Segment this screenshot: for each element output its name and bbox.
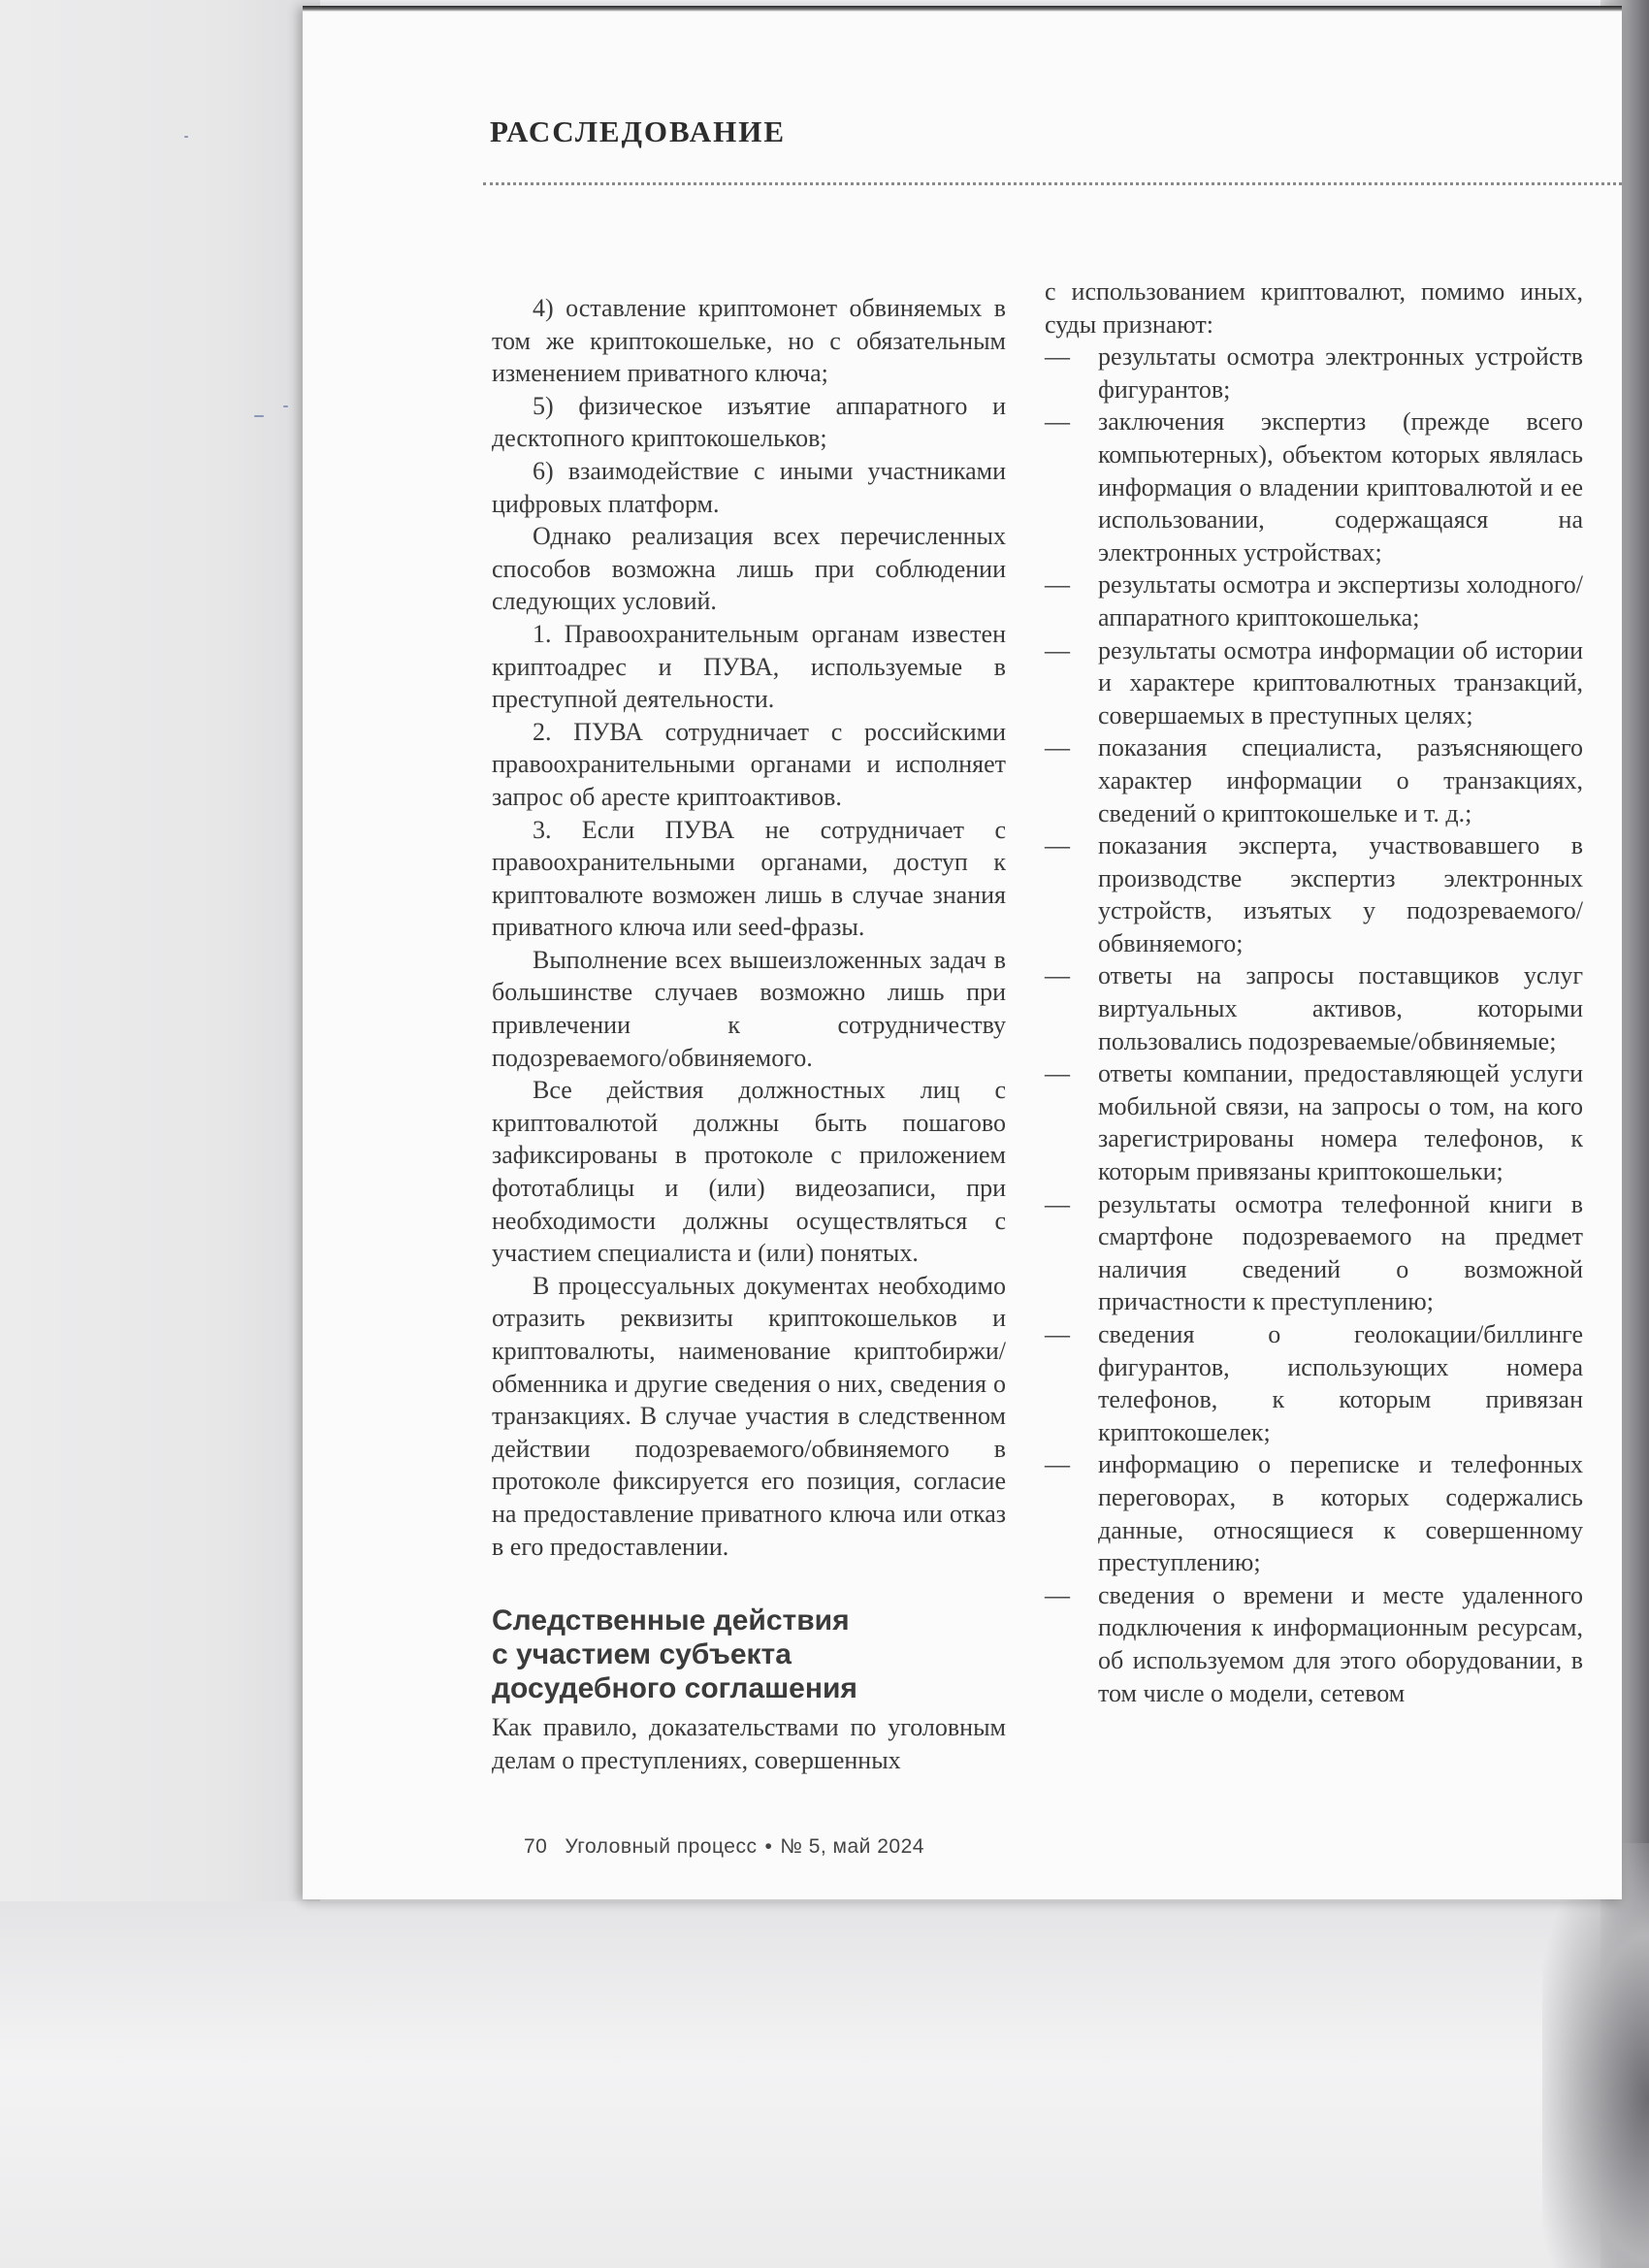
- document-page: [303, 6, 1622, 1899]
- dash-marker: —: [1045, 342, 1070, 372]
- evidence-list: [1045, 340, 1583, 1709]
- list-item: [1045, 568, 1583, 633]
- paragraph: Однако реализация всех перечисленных способов возможна лишь при соблюдении следующих условий.: [492, 522, 1006, 616]
- paragraph: Все действия должностных лиц с криптовалютой должны быть пошагово зафиксированы в протоколе с приложением фототаблицы и (или) видеозаписи, при необходимости должны осуществляться с участием специалиста и (или) понятых.: [492, 1076, 1006, 1268]
- list-item: [1045, 405, 1583, 568]
- scan-speck: [184, 136, 188, 138]
- dash-marker: —: [1045, 831, 1070, 860]
- list-item: [1045, 959, 1583, 1057]
- list-item: [1045, 829, 1583, 959]
- publication-title: Уголовный процесс: [565, 1835, 758, 1858]
- paragraph: 3. Если ПУВА не сотрудничает с правоохранительными органами, доступ к криптовалюте возможен лишь в случае знания приватного ключа или seed-фразы.: [492, 815, 1006, 942]
- paragraph: 1. Правоохранительным органам известен криптоадрес и ПУВА, используемые в преступной деятельности.: [492, 619, 1006, 714]
- issue-info: № 5, май 2024: [780, 1835, 924, 1858]
- list-item-text: информацию о переписке и телефонных переговорах, в которых содержались данные, относящиеся к совершенному преступлению;: [1098, 1450, 1583, 1577]
- scan-shadow-corner: [1542, 1843, 1649, 2268]
- dash-marker: —: [1045, 1450, 1070, 1479]
- page-number: 70: [524, 1835, 548, 1858]
- right-column: [1045, 275, 1583, 1709]
- list-item-text: результаты осмотра телефонной книги в смартфоне подозреваемого на предмет наличия сведений о возможной причастности к преступлению;: [1098, 1189, 1583, 1316]
- list-item-text: показания эксперта, участвовавшего в производстве экспертиз электронных устройств, изъятых у подозреваемого/обвиняемого;: [1098, 831, 1583, 957]
- list-item: [1045, 340, 1583, 405]
- list-intro: с использованием криптовалют, помимо иных, суды признают:: [1045, 277, 1583, 339]
- list-item: [1045, 1188, 1583, 1318]
- scan-speck: [254, 415, 264, 417]
- list-item: [1045, 634, 1583, 732]
- list-item: [1045, 1318, 1583, 1448]
- scan-background-bottom: [0, 1901, 1649, 2268]
- section-subheading: Следственные действия с участием субъекта досудебного соглашения: [492, 1604, 857, 1705]
- list-item-text: результаты осмотра электронных устройств фигурантов;: [1098, 342, 1583, 404]
- dash-marker: —: [1045, 570, 1070, 599]
- paragraph: Выполнение всех вышеизложенных задач в большинстве случаев возможно лишь при привлечении к сотрудничеству подозреваемого/обвиняемого.: [492, 945, 1006, 1072]
- footer-separator: •: [764, 1835, 773, 1858]
- list-item-text: результаты осмотра информации об истории и характере криптовалютных транзакций, совершаемых в преступных целях;: [1098, 635, 1583, 729]
- list-item-text: результаты осмотра и экспертизы холодного/аппаратного криптокошелька;: [1098, 570, 1583, 632]
- section-header: РАССЛЕДОВАНИЕ: [490, 114, 787, 148]
- left-column: [492, 292, 1006, 1776]
- list-item-text: сведения о геолокации/биллинге фигурантов, использующих номера телефонов, к которым привязан криптокошелек;: [1098, 1320, 1583, 1446]
- list-item-text: показания специалиста, разъясняющего характер информации о транзакциях, сведений о криптокошельке и т. д.;: [1098, 733, 1583, 827]
- list-item: [1045, 731, 1583, 829]
- dash-marker: —: [1045, 635, 1070, 664]
- page-footer: [524, 1835, 924, 1859]
- dash-marker: —: [1045, 407, 1070, 437]
- paragraph: Как правило, доказательствами по уголовным делам о преступлениях, совершенных: [492, 1713, 1006, 1774]
- dash-marker: —: [1045, 1059, 1070, 1088]
- dash-marker: —: [1045, 961, 1070, 990]
- dash-marker: —: [1045, 1320, 1070, 1348]
- page-top-edge: [303, 6, 1622, 12]
- list-item-text: сведения о времени и месте удаленного подключения к информационным ресурсам, об используемом для этого оборудовании, в том числе о модели, сетевом: [1098, 1580, 1583, 1707]
- list-item-text: заключения экспертиз (прежде всего компьютерных), объектом которых являлась информация о владении криптовалютой и ее использовании, содержащаяся на электронных устройствах;: [1098, 407, 1583, 567]
- dash-marker: —: [1045, 733, 1070, 762]
- header-dotted-rule: [483, 182, 1622, 185]
- paragraph: 5) физическое изъятие аппаратного и десктопного криптокошельков;: [492, 391, 1006, 453]
- paragraph: 4) оставление криптомонет обвиняемых в том же криптокошельке, но с обязательным изменением приватного ключа;: [492, 294, 1006, 388]
- list-item: [1045, 1448, 1583, 1578]
- paragraph: 6) взаимодействие с иными участниками цифровых платформ.: [492, 456, 1006, 518]
- dash-marker: —: [1045, 1189, 1070, 1218]
- list-item: [1045, 1057, 1583, 1187]
- dash-marker: —: [1045, 1580, 1070, 1609]
- list-item: [1045, 1579, 1583, 1709]
- paragraph: В процессуальных документах необходимо отразить реквизиты криптокошельков и криптовалюты, наименование криптобиржи/обменника и другие сведения о них, сведения о транзакциях. В случае участия в следственном действии подозреваемого/обвиняемого в протоколе фиксируется его позиция, согласие на предоставление приватного ключа или отказ в его предоставлении.: [492, 1271, 1006, 1561]
- list-item-text: ответы компании, предоставляющей услуги мобильной связи, на запросы о том, на кого зарегистрированы номера телефонов, к которым привязаны криптокошельки;: [1098, 1059, 1583, 1186]
- paragraph: 2. ПУВА сотрудничает с российскими правоохранительными органами и исполняет запрос об аресте криптоактивов.: [492, 717, 1006, 811]
- scan-speck: [283, 405, 288, 407]
- list-item-text: ответы на запросы поставщиков услуг виртуальных активов, которыми пользовались подозреваемые/обвиняемые;: [1098, 961, 1583, 1055]
